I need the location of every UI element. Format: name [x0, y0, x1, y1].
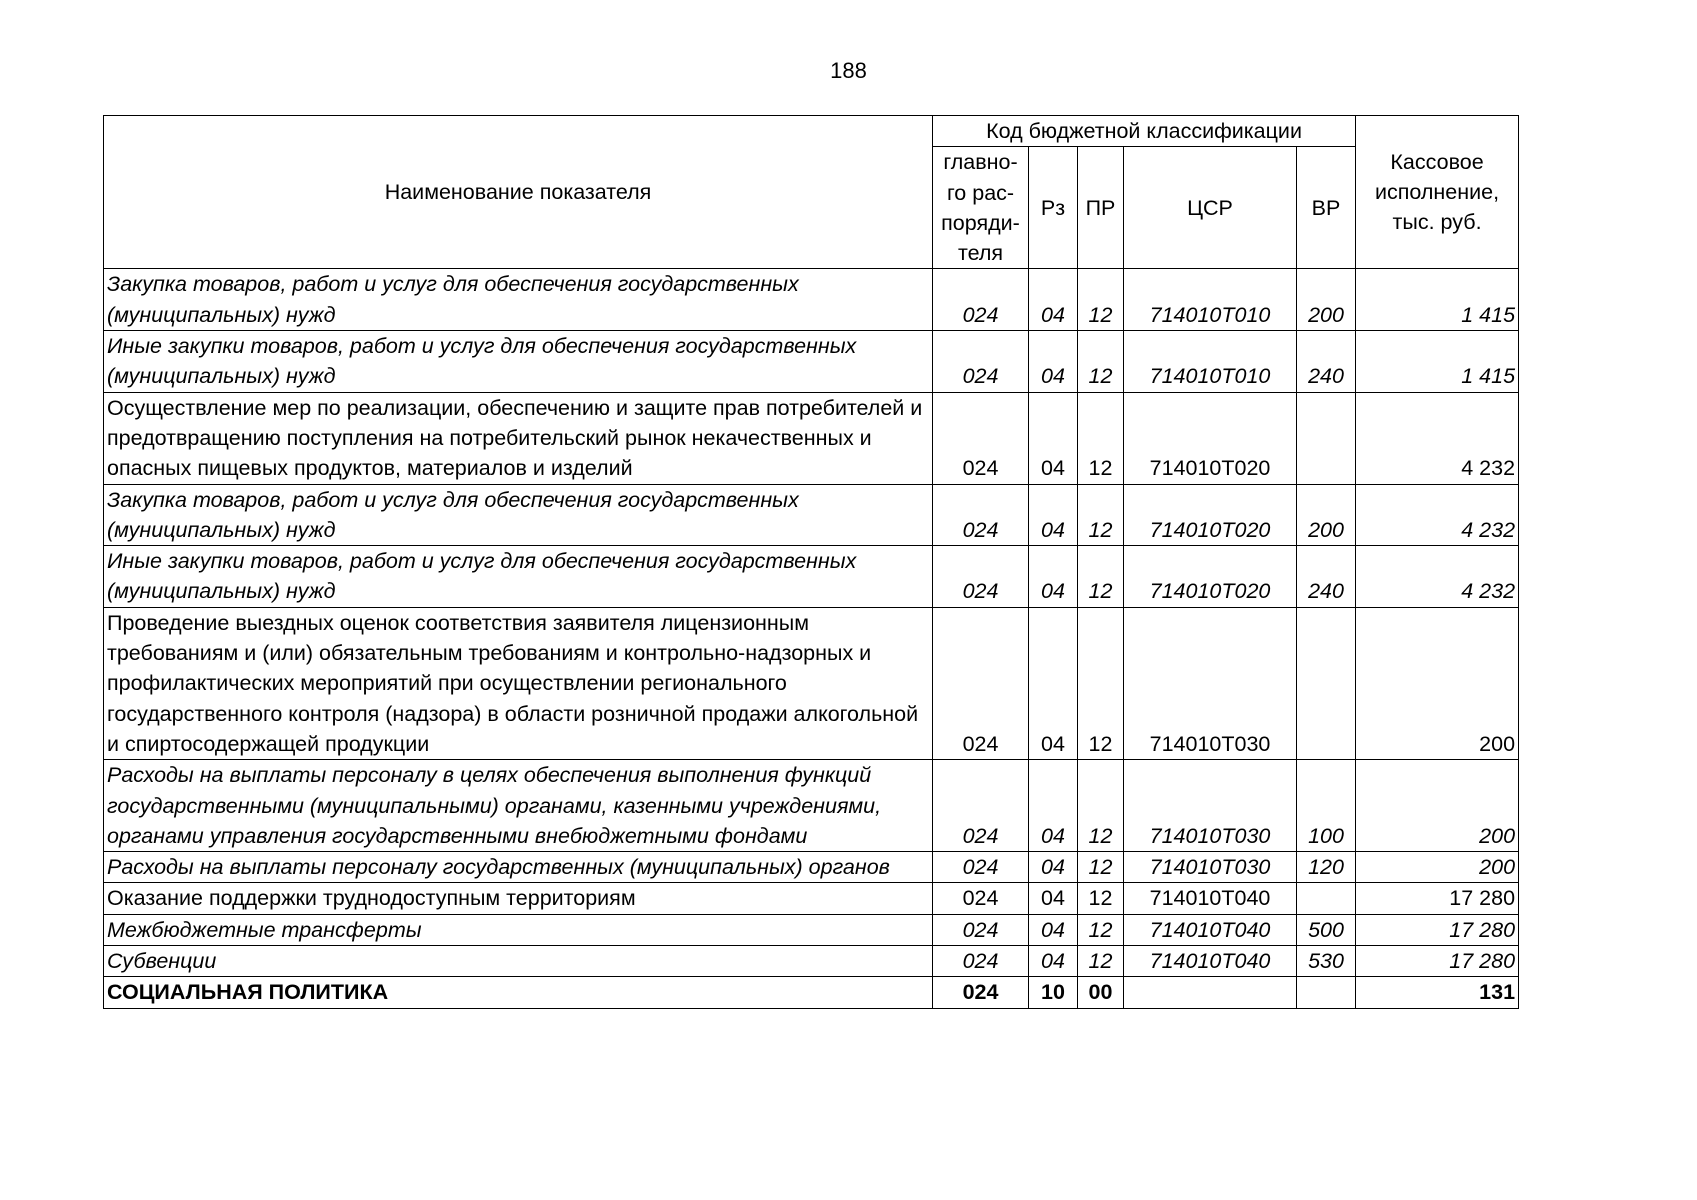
cell-amount: 131 [1356, 977, 1519, 1008]
cell-rz: 04 [1029, 914, 1078, 945]
table-row [104, 269, 1519, 331]
cell-amount: 1 415 [1356, 331, 1519, 393]
page-number: 188 [830, 58, 867, 83]
cell-vr: 200 [1297, 484, 1356, 546]
cell-pr: 12 [1078, 392, 1124, 484]
table-row [104, 946, 1519, 977]
cell-name: Субвенции [104, 946, 933, 977]
cell-rz: 04 [1029, 946, 1078, 977]
cell-pr: 12 [1078, 331, 1124, 393]
header-amount [1356, 116, 1519, 269]
cell-csr: 714010Т030 [1124, 760, 1297, 852]
cell-rz: 04 [1029, 392, 1078, 484]
cell-name: Проведение выездных оценок соответствия заявителя лицензионным требованиям и (или) обязательным требованиям и контрольно-надзорных и профилактических мероприятий при осуществлении регионального государственного контроля (надзора) в области розничной продажи алкогольной и спиртосодержащей продукции [104, 607, 933, 759]
cell-amount: 200 [1356, 607, 1519, 759]
cell-glav: 024 [933, 607, 1029, 759]
cell-rz: 10 [1029, 977, 1078, 1008]
cell-rz: 04 [1029, 331, 1078, 393]
cell-pr: 12 [1078, 607, 1124, 759]
cell-csr: 714010Т030 [1124, 852, 1297, 883]
cell-name: Расходы на выплаты персоналу в целях обеспечения выполнения функций государственными (муниципальными) органами, казенными учреждениями, органами управления государственными внебюджетными фондами [104, 760, 933, 852]
header-csr: ЦСР [1124, 147, 1297, 269]
cell-glav: 024 [933, 269, 1029, 331]
cell-pr: 12 [1078, 946, 1124, 977]
header-amount-line: тыс. руб. [1392, 210, 1482, 235]
cell-rz: 04 [1029, 852, 1078, 883]
cell-pr: 12 [1078, 269, 1124, 331]
cell-pr: 00 [1078, 977, 1124, 1008]
cell-rz: 04 [1029, 607, 1078, 759]
header-glav-line: главно- [943, 150, 1018, 175]
cell-pr: 12 [1078, 852, 1124, 883]
cell-pr: 12 [1078, 546, 1124, 608]
cell-vr [1297, 607, 1356, 759]
cell-name: Закупка товаров, работ и услуг для обеспечения государственных (муниципальных) нужд [104, 269, 933, 331]
cell-vr: 100 [1297, 760, 1356, 852]
table-row [104, 977, 1519, 1008]
cell-name: Иные закупки товаров, работ и услуг для обеспечения государственных (муниципальных) нужд [104, 546, 933, 608]
cell-name: Оказание поддержки труднодоступным территориям [104, 883, 933, 914]
cell-vr: 530 [1297, 946, 1356, 977]
cell-csr: 714010Т020 [1124, 484, 1297, 546]
cell-rz: 04 [1029, 269, 1078, 331]
cell-csr: 714010Т020 [1124, 546, 1297, 608]
table-row [104, 331, 1519, 393]
table-row [104, 484, 1519, 546]
header-amount-line: исполнение, [1375, 180, 1500, 205]
cell-csr: 714010Т040 [1124, 883, 1297, 914]
cell-pr: 12 [1078, 484, 1124, 546]
table-row [104, 914, 1519, 945]
table-row [104, 607, 1519, 759]
cell-name: Иные закупки товаров, работ и услуг для обеспечения государственных (муниципальных) нужд [104, 331, 933, 393]
header-amount-line: Кассовое [1390, 149, 1484, 174]
budget-table [103, 115, 1519, 1009]
cell-rz: 04 [1029, 883, 1078, 914]
cell-amount: 17 280 [1356, 914, 1519, 945]
cell-csr: 714010Т040 [1124, 946, 1297, 977]
cell-glav: 024 [933, 946, 1029, 977]
cell-glav: 024 [933, 331, 1029, 393]
cell-amount: 4 232 [1356, 392, 1519, 484]
cell-amount: 17 280 [1356, 883, 1519, 914]
cell-pr: 12 [1078, 883, 1124, 914]
table-row [104, 852, 1519, 883]
header-name: Наименование показателя [104, 116, 933, 269]
cell-glav: 024 [933, 914, 1029, 945]
cell-vr: 120 [1297, 852, 1356, 883]
cell-amount: 1 415 [1356, 269, 1519, 331]
cell-vr [1297, 883, 1356, 914]
header-glav-line: го рас- [946, 180, 1015, 205]
header-rz: Рз [1029, 147, 1078, 269]
cell-amount: 200 [1356, 852, 1519, 883]
cell-name: СОЦИАЛЬНАЯ ПОЛИТИКА [104, 977, 933, 1008]
cell-csr: 714010Т020 [1124, 392, 1297, 484]
cell-amount: 4 232 [1356, 484, 1519, 546]
cell-name: Расходы на выплаты персоналу государственных (муниципальных) органов [104, 852, 933, 883]
cell-amount: 17 280 [1356, 946, 1519, 977]
cell-name: Закупка товаров, работ и услуг для обеспечения государственных (муниципальных) нужд [104, 484, 933, 546]
cell-amount: 200 [1356, 760, 1519, 852]
cell-glav: 024 [933, 760, 1029, 852]
cell-amount: 4 232 [1356, 546, 1519, 608]
cell-pr: 12 [1078, 914, 1124, 945]
cell-vr: 500 [1297, 914, 1356, 945]
cell-rz: 04 [1029, 484, 1078, 546]
cell-rz: 04 [1029, 546, 1078, 608]
table-row [104, 392, 1519, 484]
cell-glav: 024 [933, 977, 1029, 1008]
table-body [104, 269, 1519, 1008]
cell-csr: 714010Т010 [1124, 331, 1297, 393]
cell-csr: 714010Т030 [1124, 607, 1297, 759]
cell-glav: 024 [933, 392, 1029, 484]
table-row [104, 883, 1519, 914]
header-glav-line: поряди- [941, 210, 1020, 235]
cell-vr [1297, 392, 1356, 484]
header-glav-line: теля [957, 241, 1004, 266]
cell-csr [1124, 977, 1297, 1008]
cell-csr: 714010Т040 [1124, 914, 1297, 945]
cell-glav: 024 [933, 546, 1029, 608]
cell-glav: 024 [933, 484, 1029, 546]
cell-vr: 200 [1297, 269, 1356, 331]
cell-pr: 12 [1078, 760, 1124, 852]
cell-rz: 04 [1029, 760, 1078, 852]
header-code-group: Код бюджетной классификации [933, 116, 1356, 147]
cell-vr: 240 [1297, 546, 1356, 608]
header-glav [933, 147, 1029, 269]
header-pr: ПР [1078, 147, 1124, 269]
table-row [104, 760, 1519, 852]
header-vr: ВР [1297, 147, 1356, 269]
cell-glav: 024 [933, 883, 1029, 914]
cell-name: Осуществление мер по реализации, обеспечению и защите прав потребителей и предотвращению поступления на потребительский рынок некачественных и опасных пищевых продуктов, материалов и изделий [104, 392, 933, 484]
cell-glav: 024 [933, 852, 1029, 883]
cell-name: Межбюджетные трансферты [104, 914, 933, 945]
cell-vr: 240 [1297, 331, 1356, 393]
cell-csr: 714010Т010 [1124, 269, 1297, 331]
table-row [104, 546, 1519, 608]
cell-vr [1297, 977, 1356, 1008]
